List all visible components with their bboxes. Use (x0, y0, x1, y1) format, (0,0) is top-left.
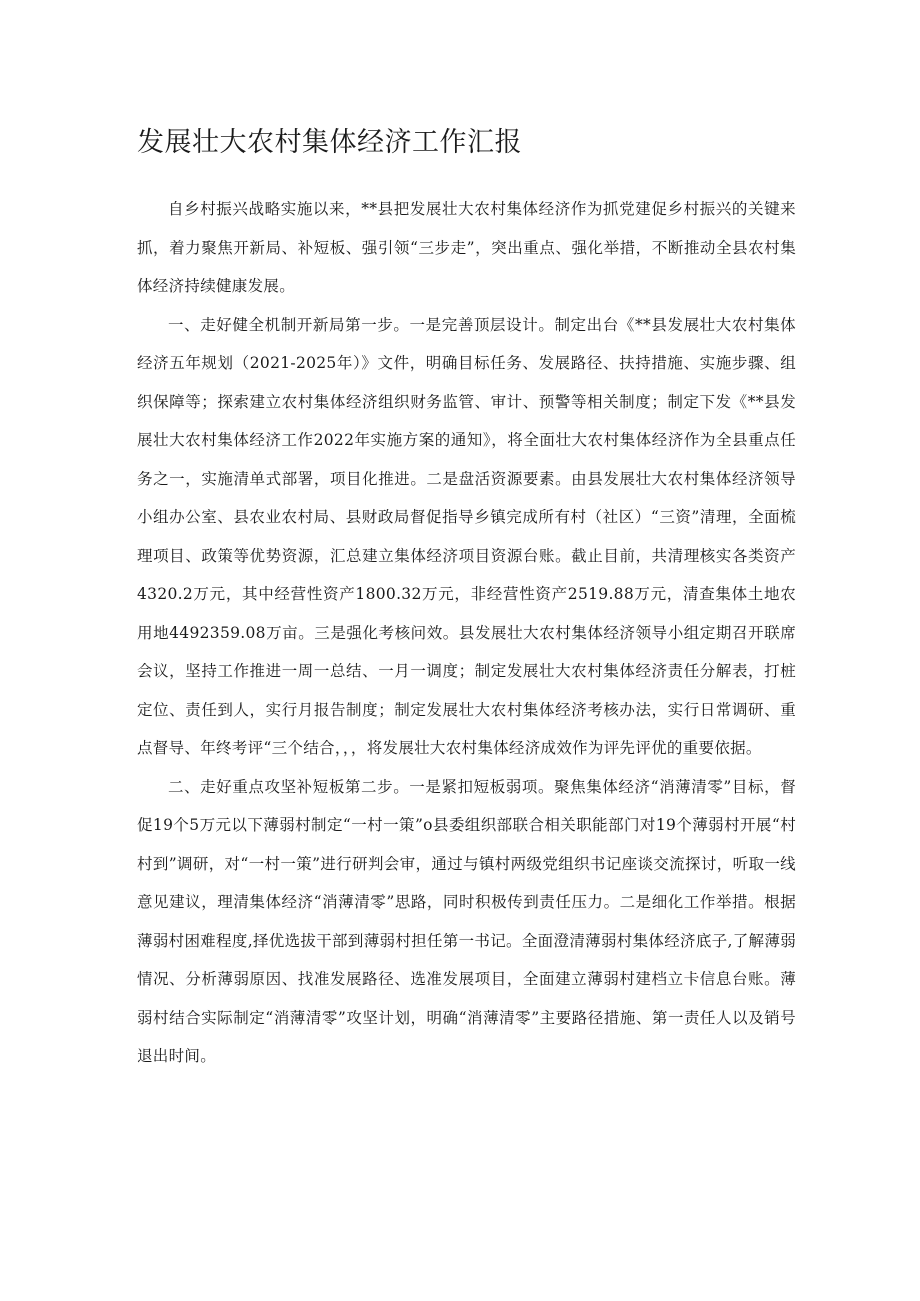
paragraph-intro: 自乡村振兴战略实施以来，**县把发展壮大农村集体经济作为抓党建促乡村振兴的关键来抓，着力聚焦开新局、补短板、强引领“三步走”，突出重点、强化举措，不断推动全县农村集体经济持续健康发展。 (137, 200, 796, 295)
paragraph-section-two: 二、走好重点攻坚补短板第二步。一是紧扣短板弱项。聚焦集体经济“消薄清零”目标，督促19个5万元以下薄弱村制定“一村一策”o县委组织部联合相关职能部门对19个薄弱村开展“村村到”调研，对“一村一策”进行研判会审，通过与镇村两级党组织书记座谈交流探讨，听取一线意见建议，理清集体经济“消薄清零”思路，同时积极传到责任压力。二是细化工作举措。根据薄弱村困难程度,择优选拔干部到薄弱村担任第一书记。全面澄清薄弱村集体经济底子,了解薄弱情况、分析薄弱原因、找准发展路径、选准发展项目，全面建立薄弱村建档立卡信息台账。薄弱村结合实际制定“消薄清零”攻坚计划，明确“消薄清零”主要路径措施、第一责任人以及销号退出时间。 (137, 777, 796, 1065)
paragraph-section-one: 一、走好健全机制开新局第一步。一是完善顶层设计。制定出台《**县发展壮大农村集体经济五年规划（2021-2025年）》文件，明确目标任务、发展路径、扶持措施、实施步骤、组织保障等；探索建立农村集体经济组织财务监管、审计、预警等相关制度；制定下发《**县发展壮大农村集体经济工作2022年实施方案的通知》，将全面壮大农村集体经济作为全县重点任务之一，实施清单式部署，项目化推进。二是盘活资源要素。由县发展壮大农村集体经济领导小组办公室、县农业农村局、县财政局督促指导乡镇完成所有村（社区）“三资”清理，全面梳理项目、政策等优势资源，汇总建立集体经济项目资源台账。截止目前，共清理核实各类资产4320.2万元，其中经营性资产1800.32万元，非经营性资产2519.88万元，清查集体土地农用地4492359.08万亩。三是强化考核问效。县发展壮大农村集体经济领导小组定期召开联席会议，坚持工作推进一周一总结、一月一调度；制定发展壮大农村集体经济责任分解表，打桩定位、责任到人，实行月报告制度；制定发展壮大农村集体经济考核办法，实行日常调研、重点督导、年终考评“三个结合，，，将发展壮大农村集体经济成效作为评先评优的重要依据。 (137, 315, 796, 757)
document-page (137, 120, 796, 1076)
document-title: 发展壮大农村集体经济工作汇报 (137, 127, 522, 158)
